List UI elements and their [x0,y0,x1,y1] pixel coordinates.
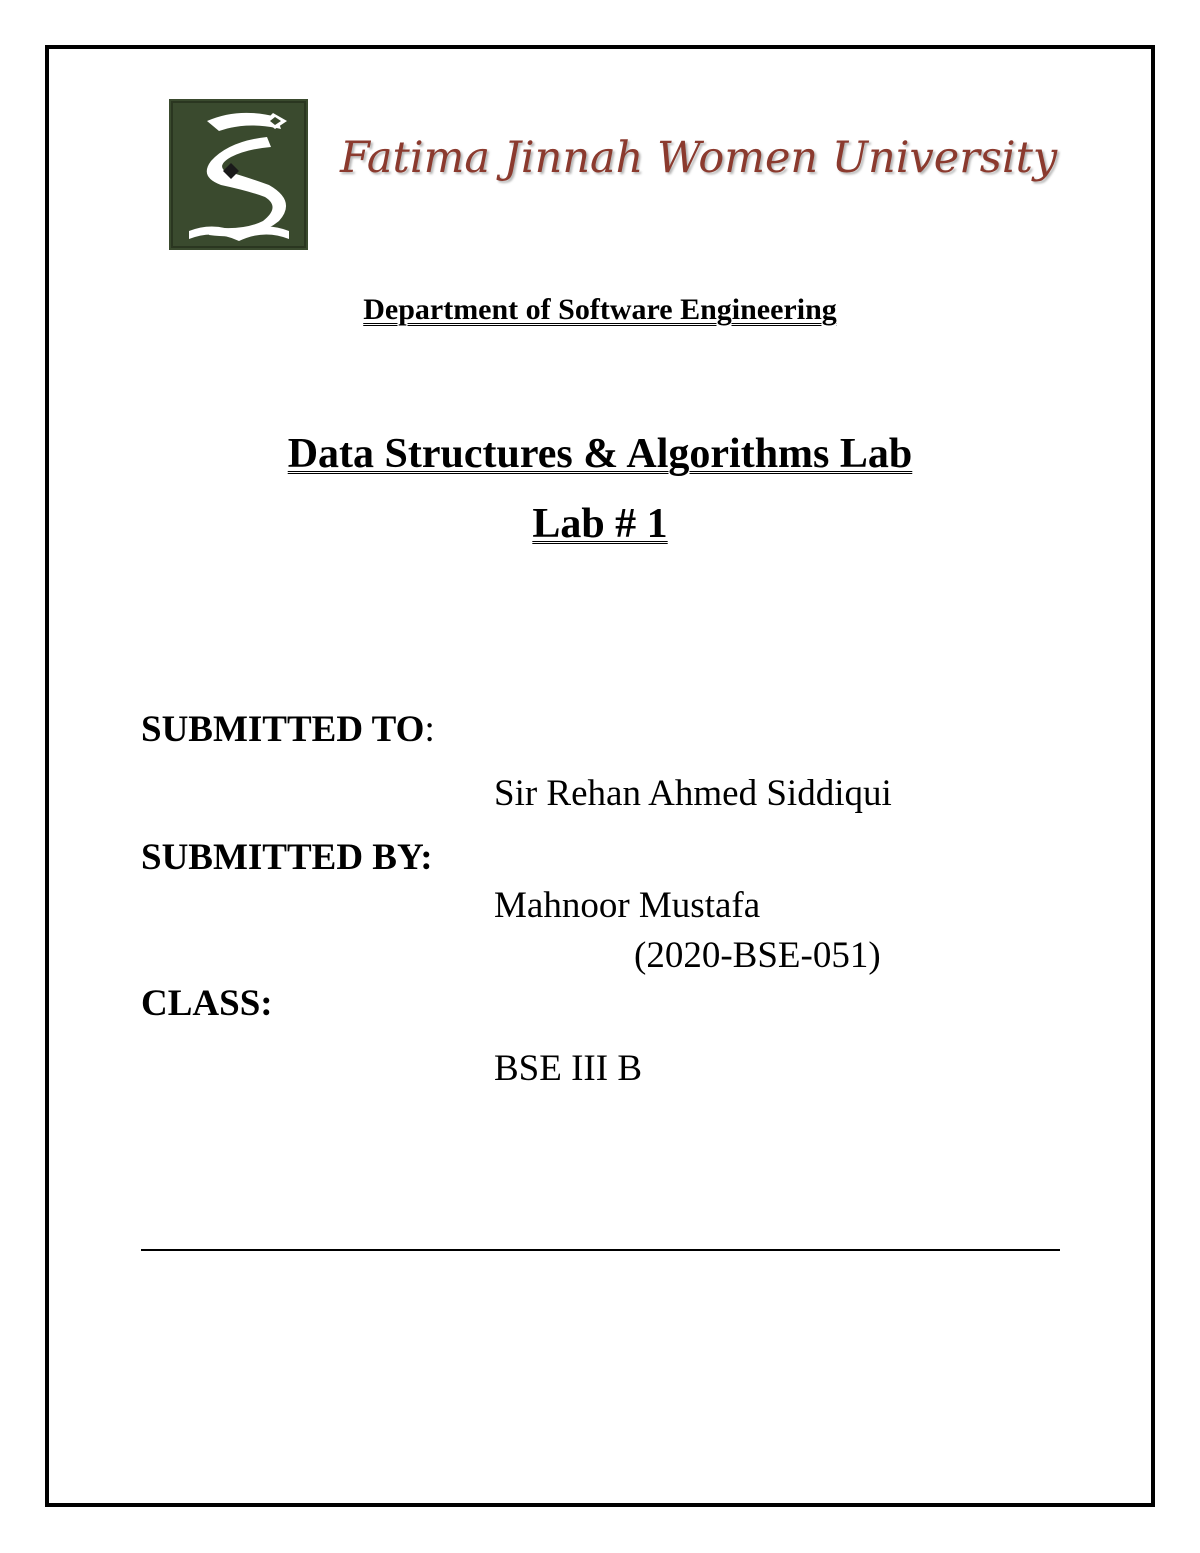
course-title-text: Data Structures & Algorithms Lab [287,431,913,477]
submitted-to-label-text: SUBMITTED TO [141,709,425,750]
fjwu-logo-icon [169,99,308,250]
submitted-to-colon: : [424,709,435,750]
submitted-by-name: Mahnoor Mustafa [494,885,761,926]
university-name: Fatima Jinnah Women University [340,133,1058,183]
submitted-by-label: SUBMITTED BY: [141,837,433,878]
lab-number [0,500,1200,548]
submitted-to-name: Sir Rehan Ahmed Siddiqui [494,773,892,814]
roll-number: (2020-BSE-051) [634,935,881,976]
class-value: BSE III B [494,1048,642,1089]
lab-number-text: Lab # 1 [532,501,668,547]
department-heading-text: Department of Software Engineering [363,293,837,326]
bottom-rule [141,1249,1060,1251]
submitted-to-label [141,708,435,751]
course-title [0,430,1200,478]
class-label: CLASS: [141,983,273,1024]
department-heading [0,293,1200,327]
